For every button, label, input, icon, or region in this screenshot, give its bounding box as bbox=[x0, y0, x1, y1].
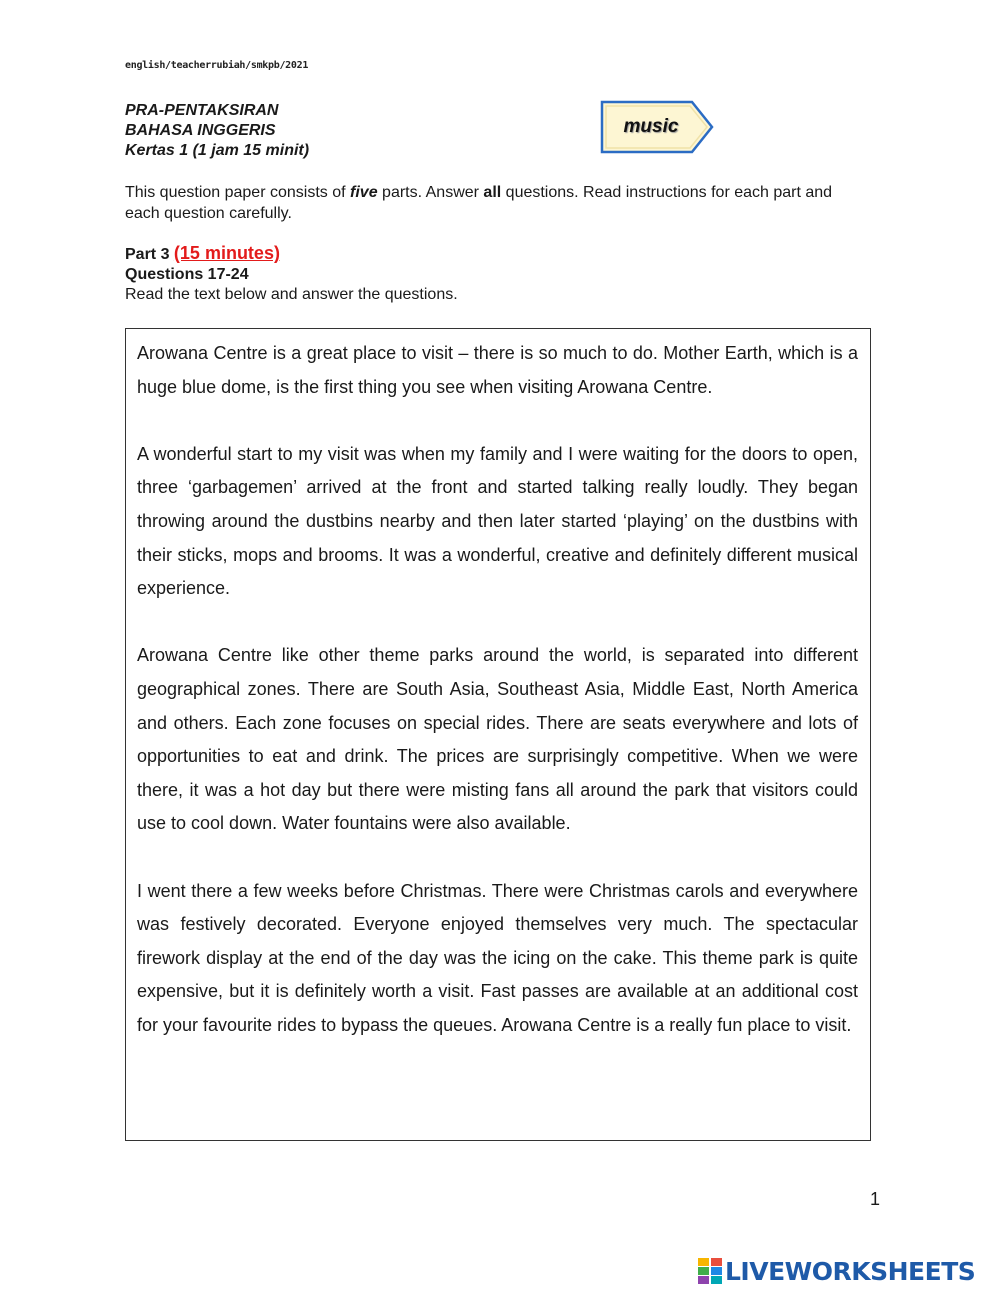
title-line-2: BAHASA INGGERIS bbox=[125, 122, 276, 139]
part-label: Part 3 bbox=[125, 246, 170, 263]
exam-title bbox=[125, 101, 309, 161]
intro-text-b: parts. Answer bbox=[377, 184, 484, 201]
part-instruction: Read the text below and answer the questions. bbox=[125, 286, 458, 303]
liveworksheets-text: LIVEWORKSHEETS bbox=[725, 1256, 976, 1286]
intro-instructions bbox=[125, 182, 870, 224]
passage-paragraph: I went there a few weeks before Christmas. There were Christmas carols and everywhere was festively decorated. Everyone enjoyed themselves very much. The spectacular firework display at the end of the day was the icing on the cake. This theme park is quite expensive, but it is definitely worth a visit. Fast passes are available at an additional cost for your favourite rides to bypass the queues. Arowana Centre is a really fun place to visit. bbox=[137, 880, 858, 1035]
passage-box bbox=[125, 328, 871, 1141]
part-line bbox=[125, 243, 458, 265]
time-link[interactable]: (15 minutes) bbox=[173, 243, 280, 263]
intro-text-c: questions. Read instructions for each part and each question carefully. bbox=[125, 184, 833, 222]
part-header bbox=[125, 243, 458, 305]
liveworksheets-blocks-icon bbox=[698, 1258, 722, 1284]
questions-range: Questions 17-24 bbox=[125, 266, 249, 283]
liveworksheets-logo[interactable] bbox=[698, 1256, 975, 1286]
header-tag: english/teacherrubiah/smkpb/2021 bbox=[125, 60, 309, 71]
passage-paragraph: A wonderful start to my visit was when my family and I were waiting for the doors to open, three ‘garbagemen’ arrived at the front and started talking really loudly. They began throwing around the dustbins nearby and then later started ‘playing’ on the dustbins with their sticks, mops and brooms. It was a wonderful, creative and definitely different musical experience. bbox=[137, 443, 858, 599]
title-line-3: Kertas 1 (1 jam 15 minit) bbox=[125, 142, 310, 159]
intro-text-a: This question paper consists of bbox=[125, 184, 351, 201]
intro-emph: five bbox=[350, 184, 378, 201]
passage-paragraph: Arowana Centre like other theme parks around the world, is separated into different geographical zones. There are South Asia, Southeast Asia, Middle East, North America and others. Each zone focuses on special rides. There are seats everywhere and lots of opportunities to eat and drink. The prices are surprisingly competitive. When we were there, it was a hot day but there were misting fans all around the park that visitors could use to cool down. Water fountains were also available. bbox=[137, 645, 858, 834]
page-number: 1 bbox=[870, 1189, 881, 1209]
music-button-label: music bbox=[623, 116, 679, 137]
music-button[interactable] bbox=[600, 100, 716, 154]
passage-paragraph: Arowana Centre is a great place to visit – there is so much to do. Mother Earth, which is a huge blue dome, is the first thing you see when visiting Arowana Centre. bbox=[137, 343, 858, 397]
intro-bold: all bbox=[483, 184, 502, 201]
title-line-1: PRA-PENTAKSIRAN bbox=[125, 102, 279, 119]
